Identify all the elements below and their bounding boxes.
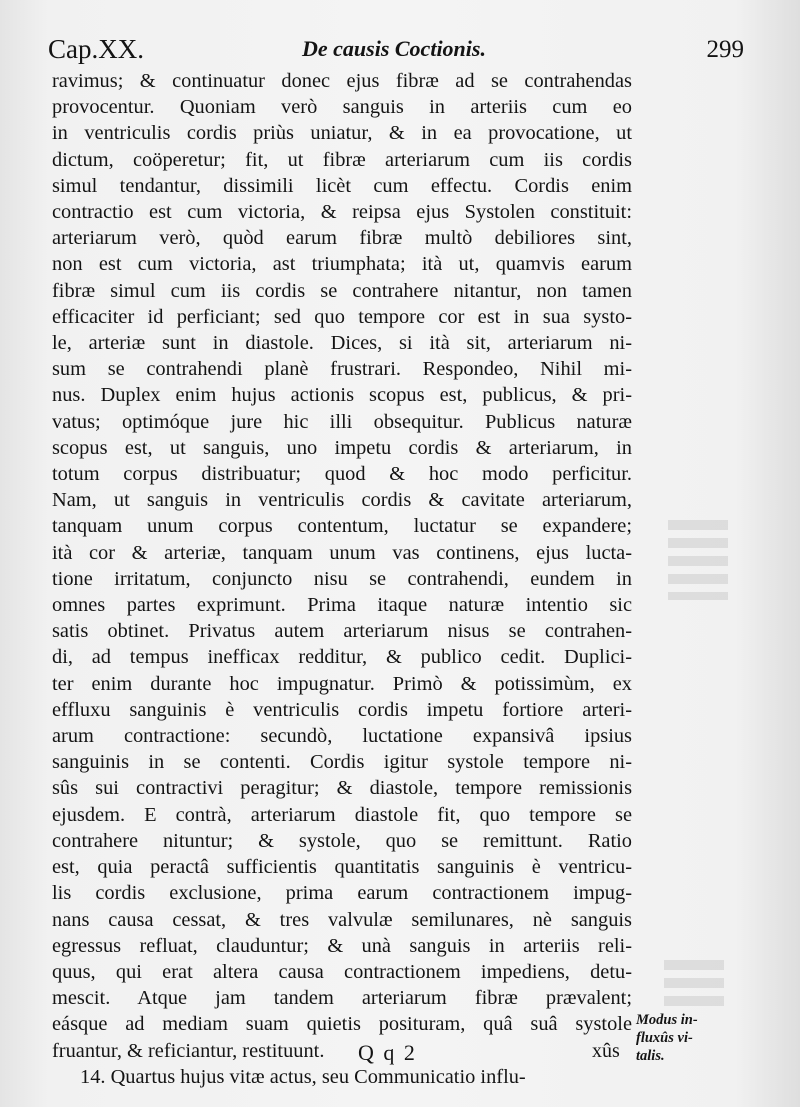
text-line: le, arteriæ sunt in diastole. Dices, si ità sit, arteriarum ni- [52,332,632,355]
text-line: in ventriculis cordis priùs uniatur, & in ea provocatione, ut [52,122,632,145]
text-line: nus. Duplex enim hujus actionis scopus est, publicus, & pri- [52,384,632,407]
text-line: Nam, ut sanguis in ventriculis cordis & cavitate arteriarum, [52,489,632,512]
running-header [40,28,770,68]
text-line: lis cordis exclusione, prima earum contractionem impug- [52,882,632,905]
text-line: contractio est cum victoria, & reipsa ejus Systolen constituit: [52,201,632,224]
catchword: xûs [592,1040,620,1062]
text-line: eásque ad mediam suam quietis posituram, quâ suâ systole [52,1013,632,1036]
text-line: fibræ simul cum iis cordis se contrahere nitantur, non tamen [52,279,632,302]
text-line: sanguinis in se contenti. Cordis igitur systole tempore ni- [52,751,632,774]
signature-mark: Q q 2 [358,1040,417,1065]
text-line: nans causa cessat, & tres valvulæ semilunares, nè sanguis [52,908,632,931]
text-line: tione irritatum, conjuncto nisu se contrahendi, eundem in [52,567,632,590]
text-line: sûs sui contractivi peragitur; & diastole, tempore remissionis [52,777,632,800]
text-line: est, quia peractâ sufficientis quantitatis sanguinis è ventricu- [52,856,632,879]
text-line: efficaciter id perficiant; sed quo tempore cor est in sua systo- [52,305,632,328]
main-text-block [52,68,632,1090]
text-line: di, ad tempus inefficax redditur, & publico cedit. Duplici- [52,646,632,669]
show-through-blur [668,520,728,600]
text-line: non est cum victoria, ast triumphata; ità ut, quamvis earum [52,253,632,276]
text-line: ter enim durante hoc impugnatur. Primò & potissimùm, ex [52,672,632,695]
show-through-blur [664,960,724,1010]
chapter-label: Cap.XX. [48,34,144,64]
marginal-note-line: fluxûs vi- [636,1030,693,1046]
text-line: satis obtinet. Privatus autem arteriarum nisus se contrahen- [52,620,632,643]
text-line: ejusdem. E contrà, arteriarum diastole fit, quo tempore se [52,803,632,826]
text-line: scopus est, ut sanguis, uno impetu cordis & arteriarum, in [52,436,632,459]
text-line: arteriarum verò, quòd earum fibræ multò debiliores sint, [52,227,632,250]
text-line: simul tendantur, dissimili licèt cum effectu. Cordis enim [52,174,632,197]
text-line: arum contractione: secundò, luctatione expansivâ ipsius [52,725,632,748]
paragraph-start-line: 14. Quartus hujus vitæ actus, seu Communicatio influ- [80,1065,526,1088]
text-line: omnes partes exprimunt. Prima itaque naturæ intentio sic [52,594,632,617]
text-line: provocentur. Quoniam verò sanguis in arteriis cum eo [52,96,632,119]
text-line: sum se contrahendi planè frustrari. Respondeo, Nihil mi- [52,358,632,381]
text-line: tanquam unum corpus contentum, luctatur se expandere; [52,515,632,538]
text-line: effluxu sanguinis è ventriculis cordis impetu fortiore arteri- [52,698,632,721]
text-line: contrahere nituntur; & systole, quo se remittunt. Ratio [52,829,632,852]
text-line: fruantur, & reficiantur, restituunt. [52,1039,325,1062]
text-line: mescit. Atque jam tandem arteriarum fibræ prævalent; [52,987,632,1010]
text-line: egressus refluat, clauduntur; & unà sanguis in arteriis reli- [52,934,632,957]
running-title: De causis Coctionis. [302,36,486,61]
marginal-note-line: Modus in- [636,1012,698,1028]
page-footer [340,1040,640,1070]
text-line: dictum, coöperetur; fit, ut fibræ arteriarum cum iis cordis [52,148,632,171]
page-number: 299 [706,36,744,63]
text-line: vatus; optimóque jure hic illi obsequitur. Publicus naturæ [52,410,632,433]
text-line: ità cor & arteriæ, tanquam unum vas continens, ejus lucta- [52,541,632,564]
marginal-note [636,1011,716,1065]
text-line: totum corpus distribuatur; quod & hoc modo perficitur. [52,463,632,486]
text-line: ravimus; & continuatur donec ejus fibræ ad se contrahendas [52,70,632,92]
marginal-note-line: talis. [636,1048,665,1064]
text-line: quus, qui erat altera causa contractionem impediens, detu- [52,960,632,983]
